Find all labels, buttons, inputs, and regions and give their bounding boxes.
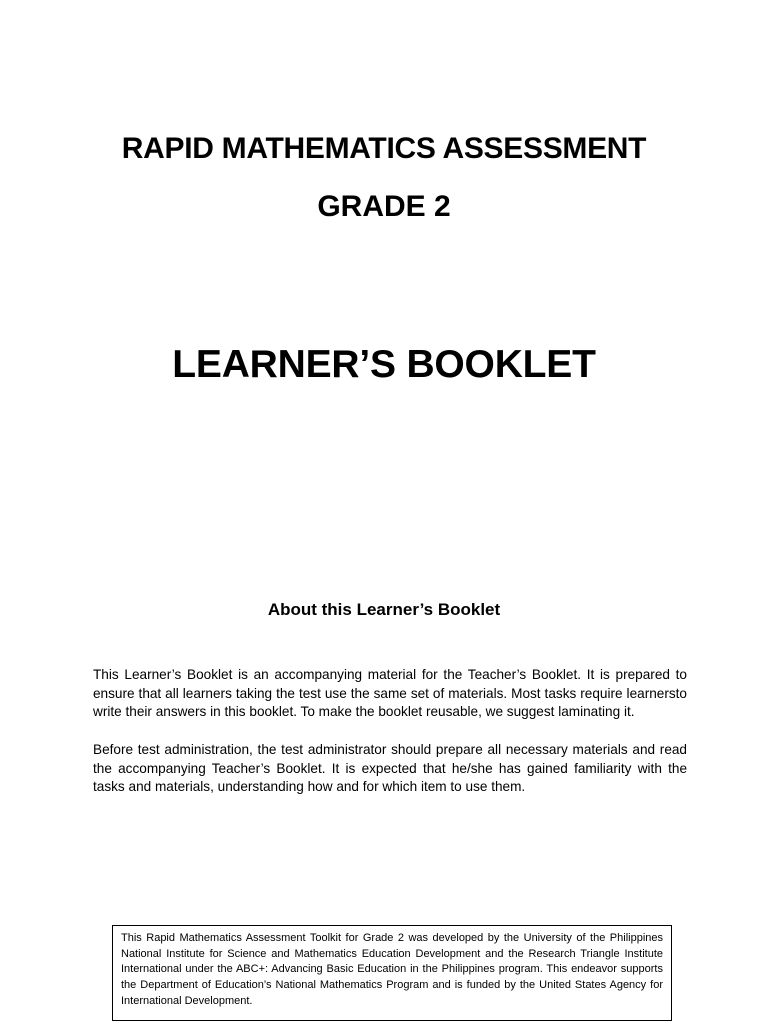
credit-box xyxy=(112,925,672,1021)
booklet-title: LEARNER’S BOOKLET xyxy=(172,343,596,386)
credit-text: This Rapid Mathematics Assessment Toolkit for Grade 2 was developed by the University of the Philippines National Institute for Science and Mathematics Education Development and the Research Triangle Institute International under the ABC+: Advancing Basic Education in the Philippines program. This endeavor supports the Department of Education’s National Mathematics Program and is funded by the United States Agency for International Development. xyxy=(121,932,663,1007)
grade-heading: GRADE 2 xyxy=(317,190,451,223)
document-title: RAPID MATHEMATICS ASSESSMENT xyxy=(121,132,647,165)
about-heading: About this Learner’s Booklet xyxy=(267,600,501,619)
about-paragraph-1: This Learner’s Booklet is an accompanying material for the Teacher’s Booklet. It is prepared to ensure that all learners taking the test use the same set of materials. Most tasks require learnersto write their answers in this booklet. To make the booklet reusable, we suggest laminating it. xyxy=(93,667,687,719)
about-paragraph-2: Before test administration, the test administrator should prepare all necessary materials and read the accompanying Teacher’s Booklet. It is expected that he/she has gained familiarity with the tasks and materials, understanding how and for which item to use them. xyxy=(93,742,687,794)
